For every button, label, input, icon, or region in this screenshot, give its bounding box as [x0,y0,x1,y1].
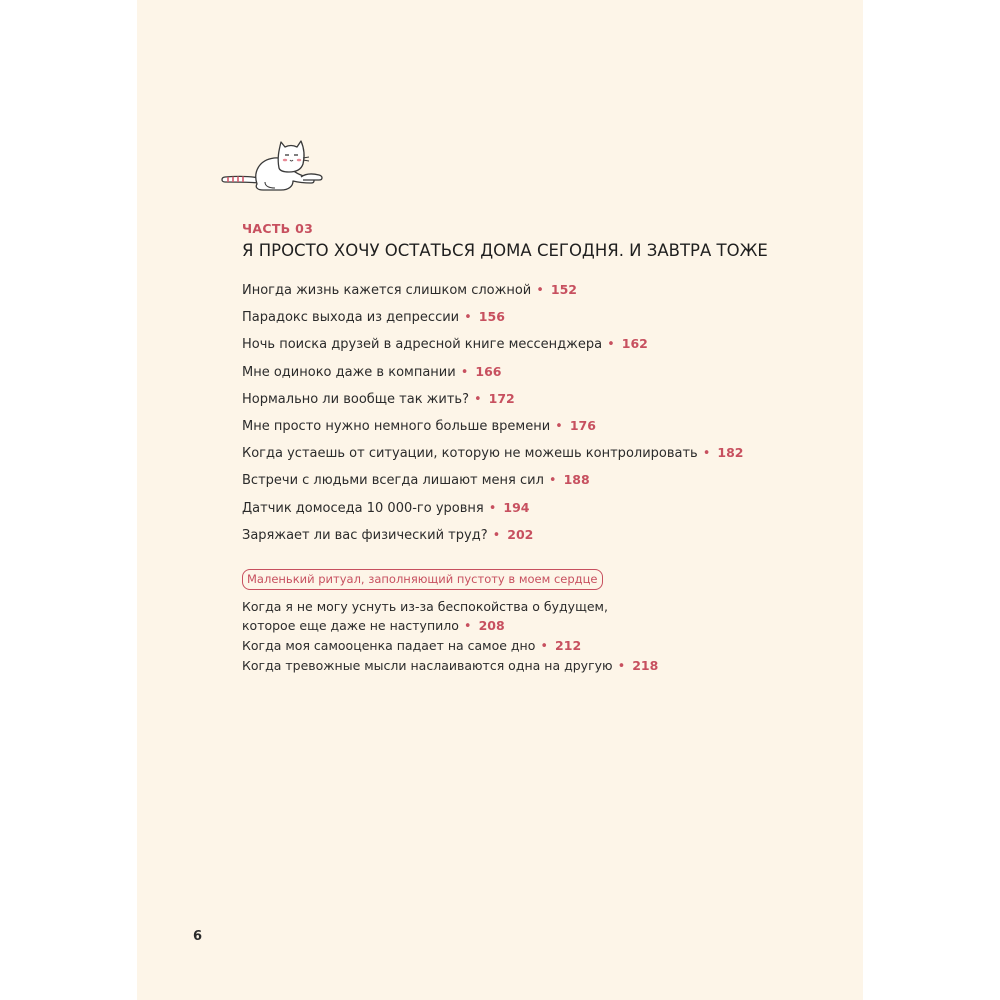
separator-dot: • [702,446,711,462]
separator-dot: • [607,337,615,353]
toc-entry-page: 162 [621,336,648,352]
toc-entry[interactable] [242,332,743,359]
separator-dot: • [548,473,557,489]
toc-entry-title: Нормально ли вообще так жить? [242,391,469,407]
toc-entry-title: Когда устаешь от ситуации, которую не можешь контролировать [242,446,698,462]
toc-entry[interactable] [242,305,743,332]
separator-dot: • [492,527,501,543]
toc-entry-title: Встречи с людьми всегда лишают меня сил [242,473,544,489]
toc-entry-page: 182 [717,445,744,461]
part-label: ЧАСТЬ 03 [242,221,314,236]
ritual-entry[interactable] [242,656,658,676]
separator-dot: • [464,310,472,326]
toc-entry-title: Парадокс выхода из депрессии [242,310,460,326]
separator-dot: • [463,619,472,634]
ritual-entry-title: Когда тревожные мысли наслаиваются одна на другую [242,658,613,673]
ritual-entry[interactable] [242,597,658,636]
toc-entry-page: 152 [550,282,577,297]
toc-entry-page: 172 [488,390,515,406]
toc-entry[interactable] [242,414,743,441]
toc-entry-title: Ночь поиска друзей в адресной книге мессенджера [242,337,603,353]
toc-entry-title: Мне просто нужно немного больше времени [242,418,551,434]
toc-entry-title: Заряжает ли вас физический труд? [242,527,488,543]
toc-entry[interactable] [242,523,743,550]
ritual-entry[interactable] [242,636,658,656]
ritual-section-badge: Маленький ритуал, заполняющий пустоту в моем сердце [242,569,603,590]
ritual-entry-title: Когда я не могу уснуть из-за беспокойства о будущем, [242,599,608,614]
page-number: 6 [193,929,203,944]
toc-entry-page: 166 [475,363,502,379]
ritual-entry-page: 208 [478,618,505,633]
toc-entry-page: 194 [503,499,530,515]
table-of-contents [242,278,743,550]
toc-entry-page: 176 [569,417,596,433]
ritual-entry-title: Когда моя самооценка падает на самое дно [242,638,536,653]
toc-entry-title: Датчик домоседа 10 000-го уровня [242,500,484,516]
toc-entry-page: 188 [563,472,590,488]
ritual-entry-page: 212 [555,638,582,653]
ritual-entry-title-continued: которое еще даже не наступило [242,618,459,633]
toc-entry-title: Мне одиноко даже в компании [242,364,456,380]
toc-entry[interactable] [242,468,743,495]
separator-dot: • [460,364,469,380]
toc-entry-page: 202 [507,526,534,542]
separator-dot: • [488,500,497,516]
separator-dot: • [536,283,544,298]
separator-dot: • [617,659,626,674]
separator-dot: • [540,639,549,654]
toc-entry[interactable] [242,278,743,305]
separator-dot: • [473,391,482,407]
part-title: Я ПРОСТО ХОЧУ ОСТАТЬСЯ ДОМА СЕГОДНЯ. И ЗАВТРА ТОЖЕ [242,241,768,260]
toc-entry[interactable] [242,496,743,523]
ritual-list [242,597,658,676]
book-page [137,0,863,1000]
ritual-entry-page: 218 [632,658,659,673]
toc-entry[interactable] [242,360,743,387]
toc-entry[interactable] [242,441,743,468]
cat-illustration [219,132,329,194]
separator-dot: • [555,418,563,434]
toc-entry[interactable] [242,387,743,414]
toc-entry-title: Иногда жизнь кажется слишком сложной [242,283,532,298]
toc-entry-page: 156 [478,309,505,325]
